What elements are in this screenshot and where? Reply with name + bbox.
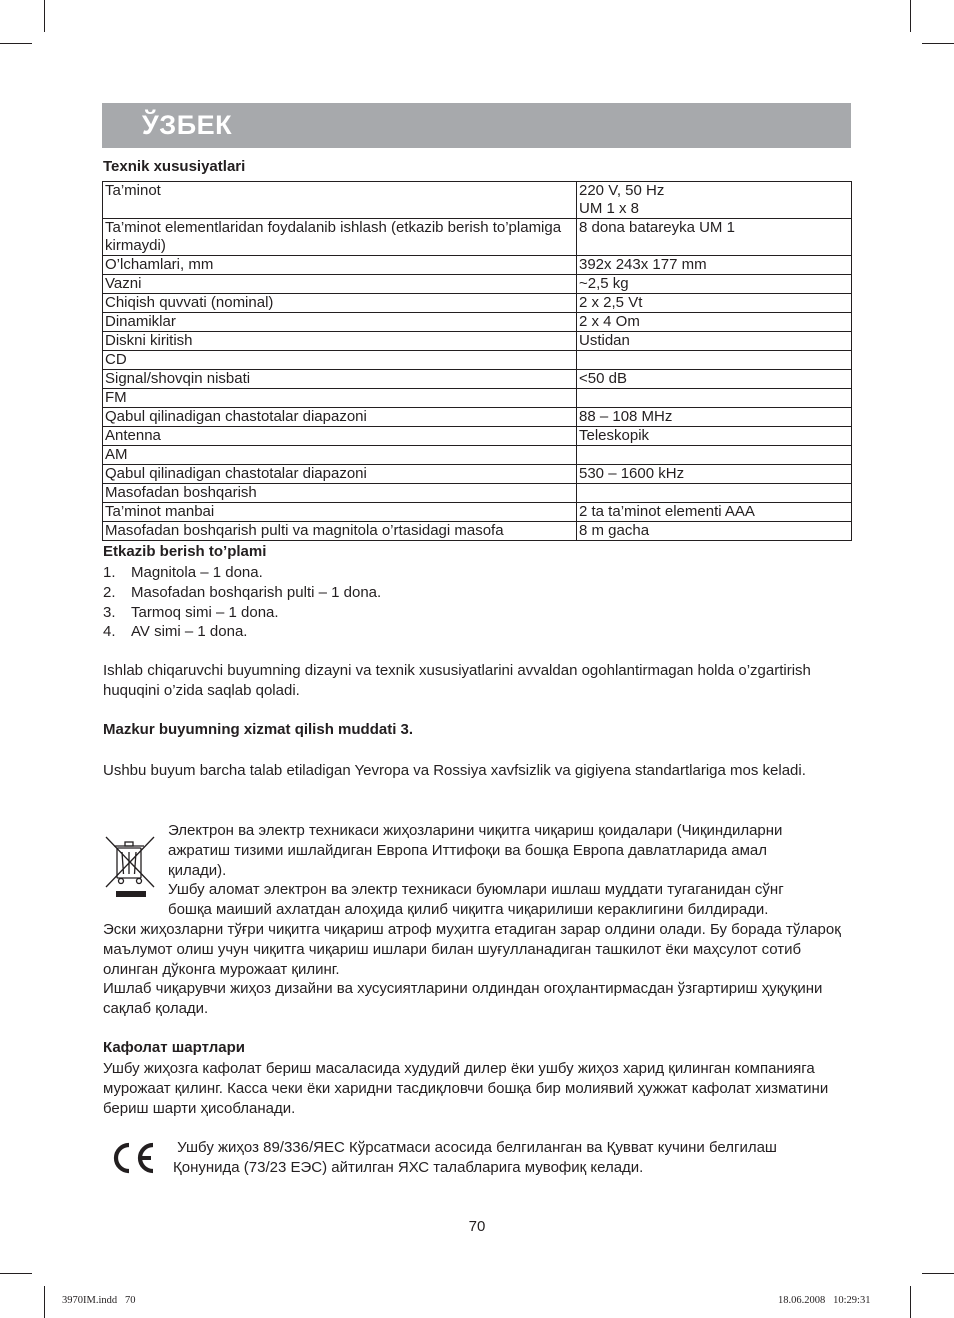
delivery-list — [103, 563, 381, 642]
spec-row — [103, 522, 852, 541]
spec-value: 8 m gacha — [577, 522, 852, 541]
spec-row — [103, 389, 852, 408]
weee-line: Ушбу аломат электрон ва электр техникаси буюмлари ишлаш муддати тугаганидан сўнг — [168, 881, 784, 899]
page-number: 70 — [468, 1218, 486, 1235]
language-header-bar — [102, 103, 851, 148]
spec-row — [103, 275, 852, 294]
weee-line: ажратиш тизими ишлайдиган Европа Иттифоқи ва бошқа Европа давлатларида амал — [168, 841, 767, 859]
spec-value — [577, 351, 852, 370]
spec-value — [577, 389, 852, 408]
spec-label: AM — [103, 446, 577, 465]
spec-row — [103, 294, 852, 313]
spec-value: 88 – 108 MHz — [577, 408, 852, 427]
spec-value — [577, 446, 852, 465]
delivery-title: Etkazib berish to’plami — [103, 543, 267, 560]
spec-value: 8 dona batareyka UM 1 — [577, 219, 852, 256]
spec-label: CD — [103, 351, 577, 370]
spec-label: Qabul qilinadigan chastotalar diapazoni — [103, 408, 577, 427]
slug-timestamp: 18.06.2008 10:29:31 — [778, 1295, 871, 1306]
manufacturer-note: Ishlab chiqaruvchi buyumning dizayni va texnik xususiyatlarini avvaldan ogohlantirmagan holda o’zgartirish huquqini o’zida saqlab qoladi. — [103, 662, 811, 699]
warranty-text: Ушбу жиҳозга кафолат бериш масаласида худудий дилер ёки ушбу жиҳоз харид қилинган компанияга мурожаат қилинг. Касса чеки ёки харидни тасдиқловчи бошқа бир молиявий ҳужжат кафолат хизматини бериш шарти ҳисобланади. — [103, 1060, 829, 1117]
list-item-text: AV simi – 1 dona. — [131, 623, 248, 641]
spec-value: <50 dB — [577, 370, 852, 389]
ce-line: Қонунида (73/23 ЕЭС) айтилган ЯХС талабларига мувофиқ келади. — [173, 1158, 644, 1176]
spec-label: Antenna — [103, 427, 577, 446]
ce-mark-icon — [109, 1140, 157, 1176]
spec-row — [103, 446, 852, 465]
list-item — [103, 563, 381, 583]
spec-row — [103, 256, 852, 275]
spec-value: Teleskopik — [577, 427, 852, 446]
safety-note: Ushbu buyum barcha talab etiladigan Yevropa va Rossiya xavfsizlik va gigiyena standartlariga mos keladi. — [103, 762, 806, 779]
spec-row — [103, 427, 852, 446]
list-item-number: 2. — [103, 583, 116, 601]
spec-row — [103, 182, 852, 219]
spec-label: Dinamiklar — [103, 313, 577, 332]
list-item-number: 3. — [103, 603, 116, 621]
spec-label: Vazni — [103, 275, 577, 294]
spec-label: Ta’minot manbai — [103, 503, 577, 522]
list-item-number: 4. — [103, 623, 116, 641]
spec-label: Signal/shovqin nisbati — [103, 370, 577, 389]
crossed-out-bin-icon — [104, 833, 156, 899]
crop-mark — [44, 0, 45, 32]
spec-value: 2 ta ta’minot elementi AAA — [577, 503, 852, 522]
weee-text-continued: Эски жиҳозларни тўғри чиқитга чиқариш атроф муҳитга етадиган зарар олдини олади. Бу борада тўлароқ маълумот олиш учун чиқитга чиқариш ишлари билан шуғулланадиган ташкилот ёки маҳсулот сотиб олинган дўконга мурожаат қилинг. Ишлаб чиқарувчи жиҳоз дизайни ва хусусиятларини олдиндан огоҳлантирмасдан ўзгартириш ҳуқуқини сақлаб қолади. — [103, 921, 841, 1018]
spec-row — [103, 351, 852, 370]
spec-row — [103, 465, 852, 484]
list-item-text: Magnitola – 1 dona. — [131, 564, 263, 581]
weee-text — [168, 821, 858, 920]
spec-row — [103, 503, 852, 522]
spec-label: Qabul qilinadigan chastotalar diapazoni — [103, 465, 577, 484]
list-item — [103, 583, 381, 603]
spec-row — [103, 370, 852, 389]
weee-line: қилади). — [168, 861, 227, 879]
spec-row — [103, 313, 852, 332]
specs-title: Texnik xususiyatlari — [103, 158, 246, 175]
crop-mark — [0, 43, 32, 44]
crop-mark — [0, 1273, 32, 1274]
ce-line: Ушбу жиҳоз 89/336/ЯЕС Кўрсатмаси асосида белгиланган ва Қувват кучини белгилаш — [173, 1139, 777, 1156]
spec-row — [103, 332, 852, 351]
ce-text — [173, 1138, 863, 1178]
spec-row — [103, 408, 852, 427]
spec-label: Masofadan boshqarish pulti va magnitola o’rtasidagi masofa — [103, 522, 577, 541]
spec-value: 392x 243x 177 mm — [577, 256, 852, 275]
spec-value — [577, 484, 852, 503]
specs-table — [102, 181, 852, 541]
list-item-text: Masofadan boshqarish pulti – 1 dona. — [131, 583, 382, 601]
crop-mark — [922, 43, 954, 44]
slug-filename: 3970IM.indd 70 — [62, 1295, 136, 1306]
crop-mark — [44, 1286, 45, 1318]
spec-row — [103, 219, 852, 256]
list-item — [103, 603, 381, 623]
weee-line: Электрон ва электр техникаси жиҳозларини чиқитга чиқариш қоидалари (Чиқиндиларни — [168, 822, 783, 839]
spec-label: FM — [103, 389, 577, 408]
spec-label: Diskni kiritish — [103, 332, 577, 351]
list-item-number: 1. — [103, 564, 116, 581]
spec-label: Masofadan boshqarish — [103, 484, 577, 503]
warranty-title: Кафолат шартлари — [103, 1039, 245, 1056]
spec-value: Ustidan — [577, 332, 852, 351]
list-item-text: Tarmoq simi – 1 dona. — [131, 603, 279, 621]
spec-row — [103, 484, 852, 503]
language-title: ЎЗБЕК — [142, 110, 233, 140]
service-life: Mazkur buyumning xizmat qilish muddati 3. — [103, 721, 414, 738]
spec-value: 2 x 2,5 Vt — [577, 294, 852, 313]
weee-line: бошқа маиший ахлатдан алоҳида қилиб чиқитга чиқарилиши кераклигини билдиради. — [168, 901, 769, 919]
spec-label: Ta’minot elementlaridan foydalanib ishlash (etkazib berish to’plamiga kirmaydi) — [103, 219, 577, 256]
crop-mark — [922, 1273, 954, 1274]
crop-mark — [910, 1286, 911, 1318]
spec-label: Chiqish quvvati (nominal) — [103, 294, 577, 313]
spec-value: 220 V, 50 Hz UM 1 x 8 — [577, 182, 852, 219]
crop-mark — [910, 0, 911, 32]
spec-value: ~2,5 kg — [577, 275, 852, 294]
list-item — [103, 622, 381, 642]
spec-value: 2 x 4 Om — [577, 313, 852, 332]
spec-label: Ta’minot — [103, 182, 577, 219]
spec-label: O’lchamlari, mm — [103, 256, 577, 275]
spec-value: 530 – 1600 kHz — [577, 465, 852, 484]
